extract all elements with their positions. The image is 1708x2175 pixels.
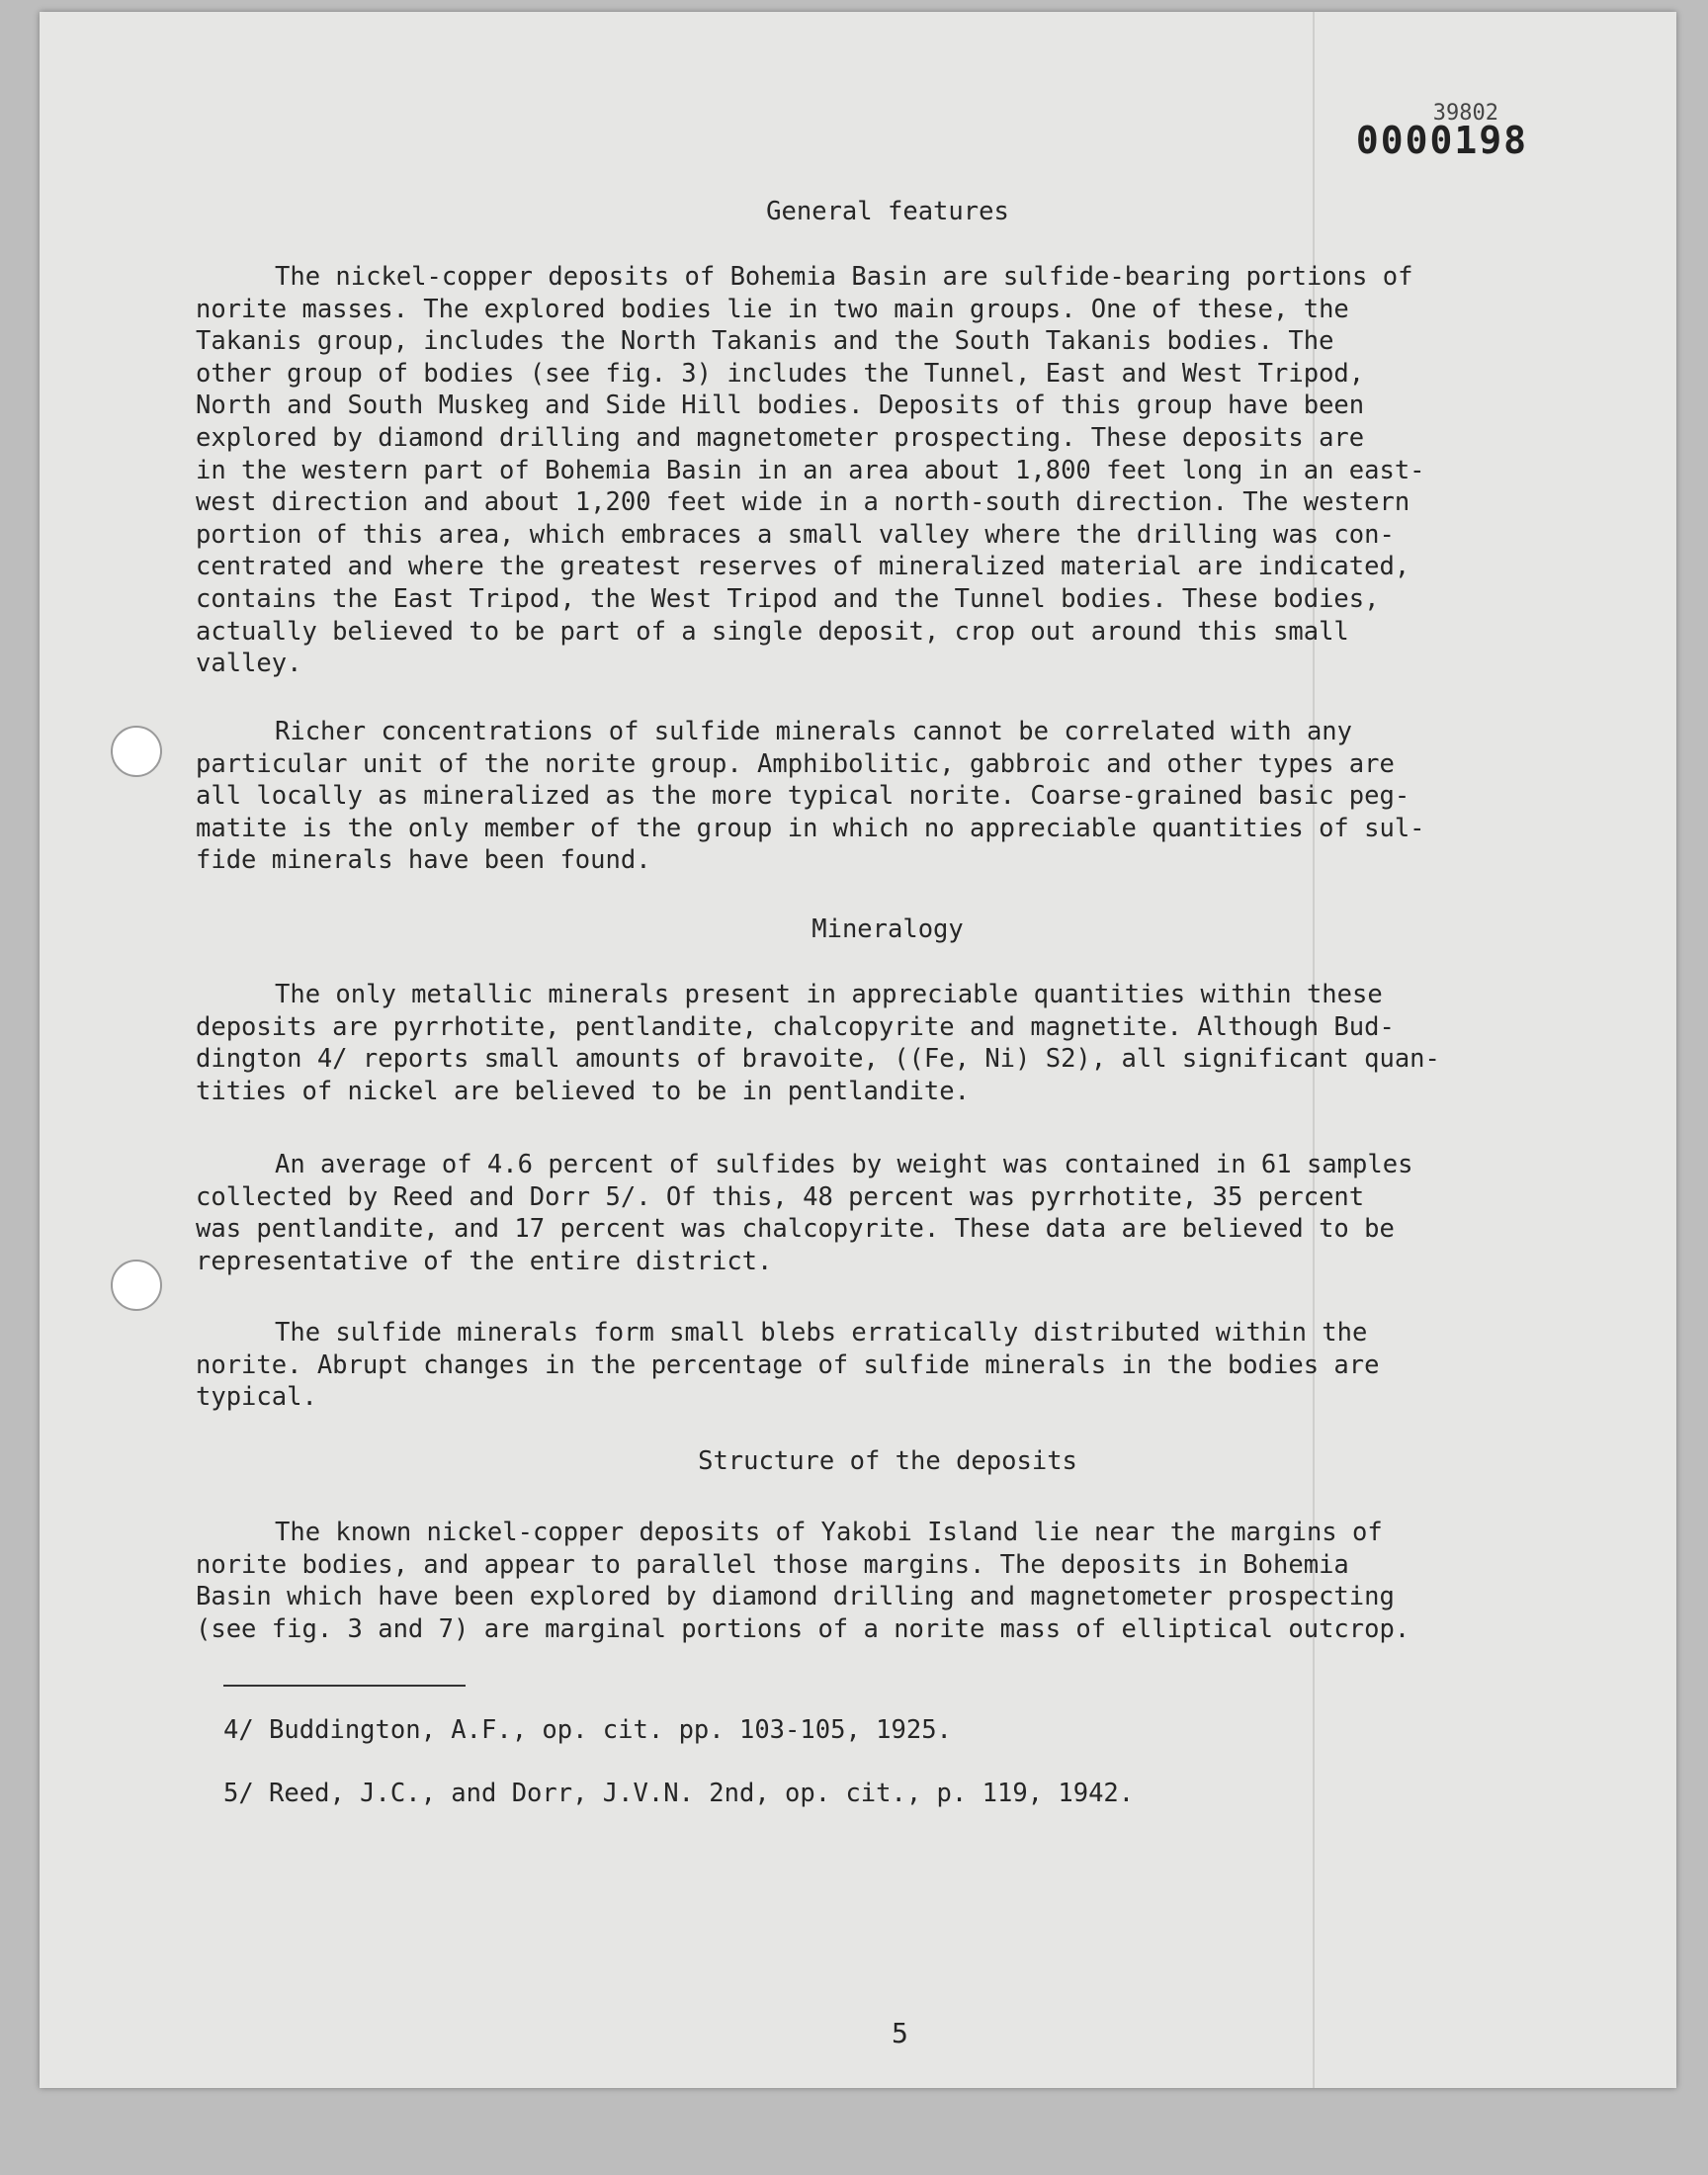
paragraph-line: The only metallic minerals present in appreciable quantities within these	[275, 980, 1383, 1009]
paragraph-line: norite masses. The explored bodies lie in two main groups. One of these, the	[196, 294, 1349, 324]
paragraph-line: centrated and where the greatest reserves of mineralized material are indicated,	[196, 552, 1410, 582]
paragraph	[196, 716, 1580, 877]
paragraph-line: other group of bodies (see fig. 3) includes the Tunnel, East and West Tripod,	[196, 358, 1365, 389]
paragraph-line: representative of the entire district.	[196, 1246, 773, 1276]
punch-hole-icon	[111, 726, 162, 777]
paragraph	[196, 1317, 1580, 1414]
section-general-features	[196, 196, 1580, 228]
paragraph-line: particular unit of the norite group. Amphibolitic, gabbroic and other types are	[196, 748, 1395, 779]
paragraph-line: west direction and about 1,200 feet wide in a north-south direction. The western	[196, 487, 1410, 518]
punch-hole-icon	[111, 1260, 162, 1311]
document-number: 0000198	[1355, 119, 1528, 162]
section-structure	[196, 1445, 1580, 1478]
paragraph-line: norite. Abrupt changes in the percentage of sulfide minerals in the bodies are	[196, 1349, 1380, 1380]
paragraph-line: was pentlandite, and 17 percent was chalcopyrite. These data are believed to be	[196, 1214, 1395, 1245]
heading-structure: Structure of the deposits	[698, 1446, 1077, 1476]
paragraph-text	[196, 1517, 1580, 1645]
page-number: 5	[892, 2017, 908, 2049]
paragraph-line: actually believed to be part of a single deposit, crop out around this small	[196, 616, 1349, 647]
paragraph-line: tities of nickel are believed to be in pentlandite.	[196, 1076, 970, 1106]
paragraph-line: contains the East Tripod, the West Tripod and the Tunnel bodies. These bodies,	[196, 583, 1380, 614]
paragraph-line: North and South Muskeg and Side Hill bodies. Deposits of this group have been	[196, 391, 1365, 421]
paragraph-line: The sulfide minerals form small blebs erratically distributed within the	[275, 1318, 1368, 1348]
paragraph-line: The known nickel-copper deposits of Yakobi Island lie near the margins of	[275, 1518, 1383, 1547]
paragraph-line: The nickel-copper deposits of Bohemia Basin are sulfide-bearing portions of	[275, 262, 1413, 292]
footnote-4: 4/ Buddington, A.F., op. cit. pp. 103-105, 1925.	[223, 1715, 952, 1745]
section-mineralogy	[196, 914, 1580, 946]
paragraph-line: in the western part of Bohemia Basin in an area about 1,800 feet long in an east-	[196, 455, 1425, 485]
paragraph	[196, 1517, 1580, 1645]
paragraph-line: collected by Reed and Dorr 5/. Of this, 48 percent was pyrrhotite, 35 percent	[196, 1181, 1365, 1212]
paragraph-line: norite bodies, and appear to parallel those margins. The deposits in Bohemia	[196, 1549, 1349, 1580]
paragraph-line: deposits are pyrrhotite, pentlandite, chalcopyrite and magnetite. Although Bud-	[196, 1011, 1395, 1042]
paragraph-text	[196, 1149, 1580, 1277]
paragraph-line: Basin which have been explored by diamond drilling and magnetometer prospecting	[196, 1582, 1395, 1612]
paragraph	[196, 261, 1580, 680]
document-page	[40, 12, 1676, 2088]
paragraph-line: (see fig. 3 and 7) are marginal portions of a norite mass of elliptical outcrop.	[196, 1613, 1410, 1644]
paragraph-line: An average of 4.6 percent of sulfides by weight was contained in 61 samples	[275, 1150, 1413, 1179]
paragraph-text	[196, 1317, 1580, 1414]
paragraph-line: Richer concentrations of sulfide minerals cannot be correlated with any	[275, 717, 1353, 746]
document-number-alt: 39802	[1432, 101, 1498, 126]
paragraph-text	[196, 716, 1580, 877]
paragraph-line: dington 4/ reports small amounts of bravoite, ((Fe, Ni) S2), all significant quan-	[196, 1044, 1440, 1075]
footnote-5: 5/ Reed, J.C., and Dorr, J.V.N. 2nd, op. cit., p. 119, 1942.	[223, 1779, 1135, 1808]
paragraph-line: all locally as mineralized as the more typical norite. Coarse-grained basic peg-	[196, 781, 1410, 812]
footnote-divider	[223, 1685, 466, 1687]
paragraph-line: portion of this area, which embraces a small valley where the drilling was con-	[196, 519, 1395, 550]
paragraph-line: fide minerals have been found.	[196, 845, 651, 876]
heading-general-features: General features	[766, 197, 1009, 226]
paragraph	[196, 979, 1580, 1107]
heading-mineralogy: Mineralogy	[811, 914, 964, 944]
paragraph-line: matite is the only member of the group in which no appreciable quantities of sul-	[196, 813, 1425, 843]
paragraph-line: valley.	[196, 649, 302, 679]
paragraph-line: explored by diamond drilling and magnetometer prospecting. These deposits are	[196, 422, 1365, 453]
paragraph-line: Takanis group, includes the North Takanis and the South Takanis bodies. The	[196, 326, 1334, 357]
paragraph-text	[196, 261, 1580, 680]
paragraph-text	[196, 979, 1580, 1107]
paragraph-line: typical.	[196, 1382, 317, 1413]
paragraph	[196, 1149, 1580, 1277]
